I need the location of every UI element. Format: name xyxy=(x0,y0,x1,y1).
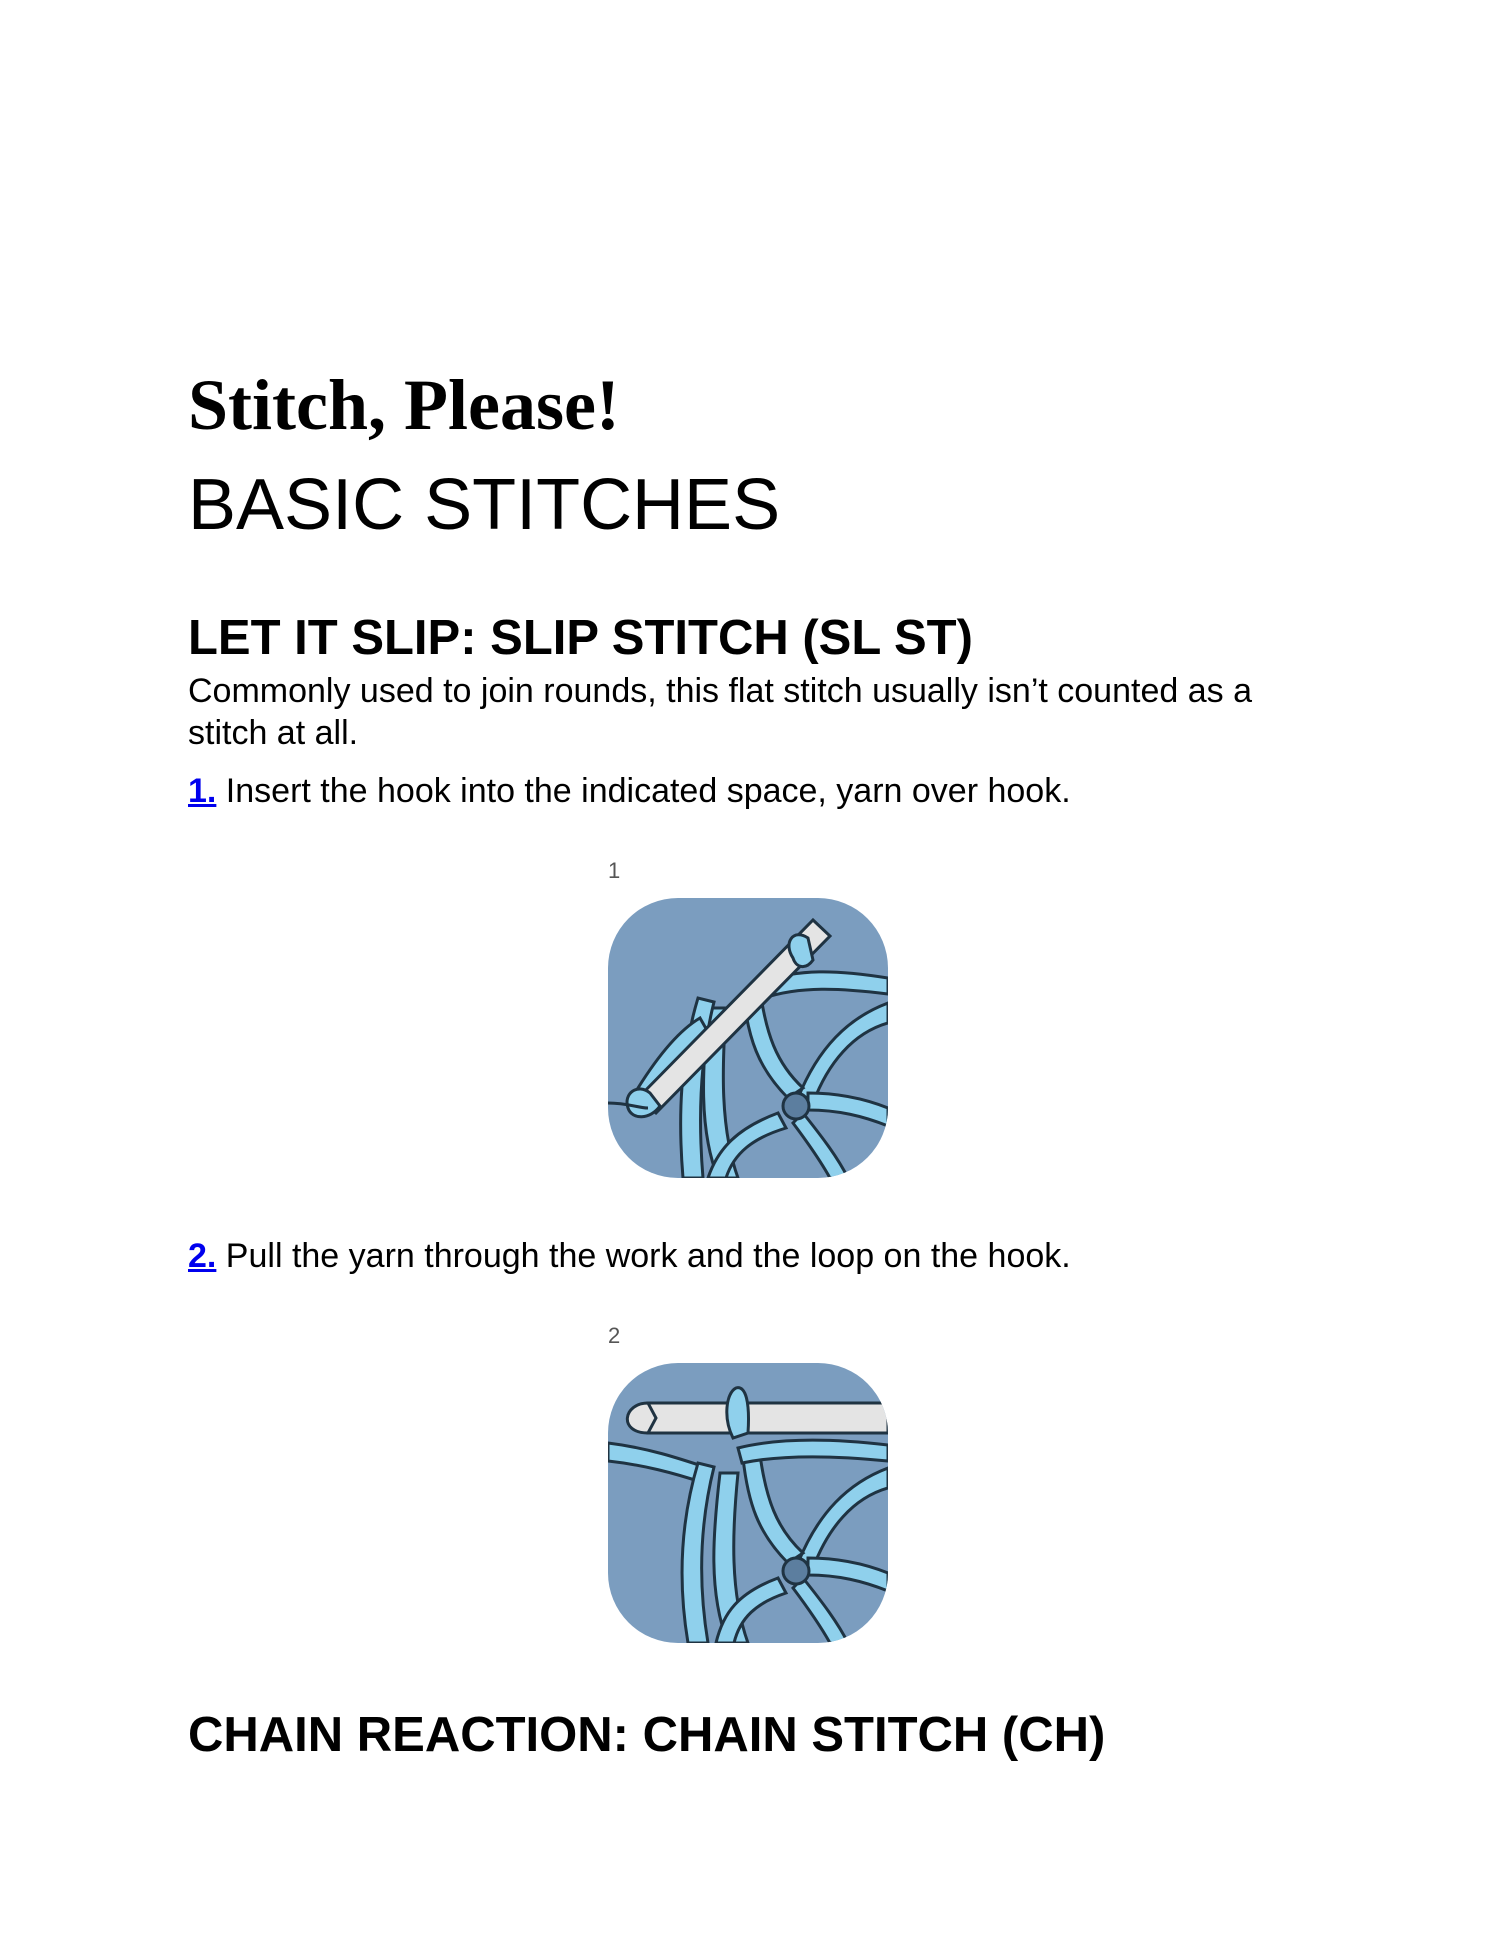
step-2-text: Pull the yarn through the work and the loop on the hook. xyxy=(216,1237,1071,1275)
slip-stitch-step-1-illustration xyxy=(608,898,888,1178)
step-1-number-link[interactable]: 1. xyxy=(188,772,217,810)
step-2-number-link[interactable]: 2. xyxy=(188,1237,217,1275)
chapter-title: BASIC STITCHES xyxy=(188,465,781,545)
book-title: Stitch, Please! xyxy=(188,365,620,445)
step-2 xyxy=(188,1235,1071,1277)
figure-step-1 xyxy=(600,858,900,1188)
figure-2-label: 2 xyxy=(608,1323,621,1348)
figure-step-2 xyxy=(600,1323,900,1653)
step-1-text: Insert the hook into the indicated space, yarn over hook. xyxy=(216,772,1071,810)
slip-stitch-step-2-illustration xyxy=(608,1363,888,1643)
section-heading-chain-stitch: CHAIN REACTION: CHAIN STITCH (CH) xyxy=(188,1708,1106,1762)
section-heading-slip-stitch: LET IT SLIP: SLIP STITCH (SL ST) xyxy=(188,611,973,665)
figure-1-label: 1 xyxy=(608,858,621,883)
step-1 xyxy=(188,770,1071,812)
slip-stitch-intro: Commonly used to join rounds, this flat stitch usually isn’t counted as a stitch at all. xyxy=(188,672,1252,752)
